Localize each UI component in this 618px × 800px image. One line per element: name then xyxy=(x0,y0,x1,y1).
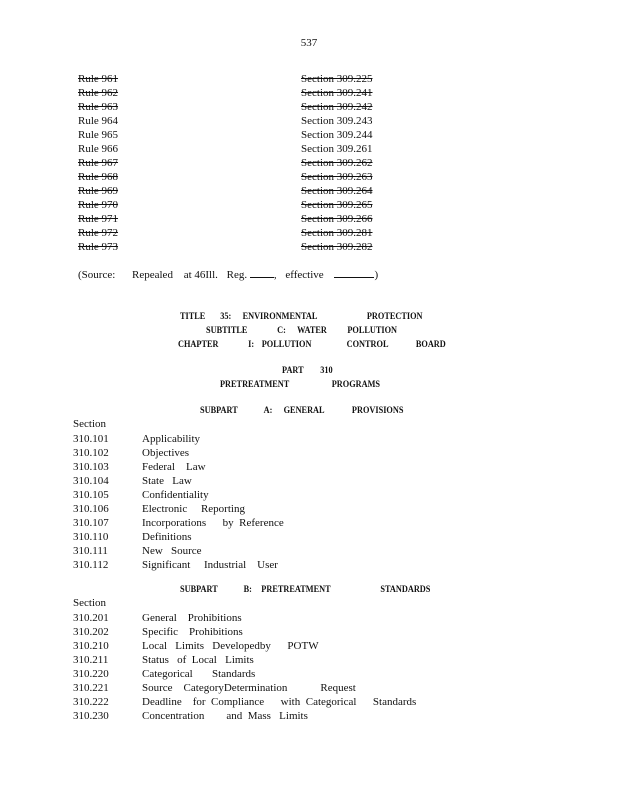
section-entry: Section 309.262 xyxy=(301,157,373,169)
section-entry: Section 309.266 xyxy=(301,213,373,225)
toc-section-number: 310.110 xyxy=(73,531,109,543)
subpart-b-word1: PRETREATMENT xyxy=(261,584,331,594)
source-repealed: Repealed xyxy=(132,269,173,281)
toc-section-number: 310.210 xyxy=(73,640,109,652)
source-citation: at 46Ill. xyxy=(183,269,218,281)
volume-blank xyxy=(250,267,274,278)
toc-section-title: Significant Industrial User xyxy=(142,559,278,571)
subpart-a-word2: PROVISIONS xyxy=(351,405,404,415)
toc-section-number: 310.222 xyxy=(73,696,109,708)
section-entry: Section 309.265 xyxy=(301,199,373,211)
toc-section-number: 310.230 xyxy=(73,710,109,722)
title-line xyxy=(180,311,423,321)
toc-section-title: Deadline for Compliance with Categorical Standards xyxy=(142,696,417,708)
subpart-b-word2: STANDARDS xyxy=(380,584,431,594)
rule-entry: Rule 962 xyxy=(78,87,119,99)
toc-section-number: 310.104 xyxy=(73,475,109,487)
section-entry: Section 309.281 xyxy=(301,227,373,239)
subtitle-line xyxy=(206,325,397,335)
toc-section-number: 310.112 xyxy=(73,559,109,571)
toc-section-title: New Source xyxy=(142,545,202,557)
section-entry: Section 309.244 xyxy=(301,129,373,141)
section-entry: Section 309.243 xyxy=(301,115,373,127)
toc-section-title: Categorical Standards xyxy=(142,668,256,680)
subpart-a-word1: GENERAL xyxy=(283,405,325,415)
section-entry: Section 309.241 xyxy=(301,87,373,99)
rule-entry: Rule 964 xyxy=(78,115,119,127)
subpart-a-label: SUBPART xyxy=(200,405,238,415)
chapter-word2: CONTROL xyxy=(346,339,389,349)
rule-entry: Rule 972 xyxy=(78,227,119,239)
part-word2: PROGRAMS xyxy=(331,379,381,389)
rule-list xyxy=(78,72,118,254)
toc-section-title: Federal Law xyxy=(142,461,206,473)
toc-section-title: Incorporations by Reference xyxy=(142,517,284,529)
toc-section-number: 310.102 xyxy=(73,447,109,459)
part-number: 310 xyxy=(320,365,333,375)
title-word1: ENVIRONMENTAL xyxy=(242,311,317,321)
title-word2: PROTECTION xyxy=(366,311,423,321)
section-entry: Section 309.242 xyxy=(301,101,373,113)
part-word1: PRETREATMENT xyxy=(220,379,290,389)
section-entry: Section 309.264 xyxy=(301,185,373,197)
toc-section-number: 310.107 xyxy=(73,517,109,529)
chapter-line xyxy=(178,339,446,349)
rule-entry: Rule 961 xyxy=(78,73,119,85)
title-num: 35: xyxy=(220,311,232,321)
rule-entry: Rule 968 xyxy=(78,171,119,183)
section-entry: Section 309.263 xyxy=(301,171,373,183)
source-close: ) xyxy=(374,269,379,281)
subpart-a-heading xyxy=(200,405,403,415)
subtitle-num: C: xyxy=(277,325,286,335)
section-entry: Section 309.282 xyxy=(301,241,373,253)
toc-section-number: 310.202 xyxy=(73,626,109,638)
rule-entry: Rule 970 xyxy=(78,199,119,211)
section-entry: Section 309.225 xyxy=(301,73,373,85)
toc-section-title: Status of Local Limits xyxy=(142,654,254,666)
subtitle-word2: POLLUTION xyxy=(347,325,398,335)
source-prefix: (Source: xyxy=(78,269,116,281)
toc-section-number: 310.103 xyxy=(73,461,109,473)
toc-section-title: Local Limits Developedby POTW xyxy=(142,640,319,652)
source-note xyxy=(78,267,378,281)
rule-entry: Rule 969 xyxy=(78,185,119,197)
rule-entry: Rule 967 xyxy=(78,157,119,169)
toc-section-number: 310.211 xyxy=(73,654,109,666)
section-list xyxy=(301,72,373,254)
source-comma: , xyxy=(273,269,277,281)
subpart-a-letter: A: xyxy=(263,405,273,415)
rule-entry: Rule 966 xyxy=(78,143,119,155)
toc-section-title: Electronic Reporting xyxy=(142,503,245,515)
chapter-num: I: xyxy=(248,339,255,349)
toc-section-number: 310.106 xyxy=(73,503,109,515)
toc-section-title: General Prohibitions xyxy=(142,612,242,624)
chapter-word1: POLLUTION xyxy=(261,339,312,349)
part-title-line xyxy=(220,379,380,389)
section-entry: Section 309.261 xyxy=(301,143,373,155)
toc-section-number: 310.111 xyxy=(73,545,108,557)
rule-entry: Rule 965 xyxy=(78,129,119,141)
source-reg: Reg. xyxy=(226,269,248,281)
rule-entry: Rule 963 xyxy=(78,101,119,113)
part-line xyxy=(282,365,333,375)
toc-section-number: 310.101 xyxy=(73,433,109,445)
toc-section-number: 310.220 xyxy=(73,668,109,680)
subpart-a-section-header: Section xyxy=(73,418,106,430)
toc-section-title: Source CategoryDetermination Request xyxy=(142,682,356,694)
rule-entry: Rule 973 xyxy=(78,241,119,253)
toc-section-number: 310.201 xyxy=(73,612,109,624)
subtitle-word1: WATER xyxy=(297,325,327,335)
toc-section-title: State Law xyxy=(142,475,192,487)
page-number: 537 xyxy=(300,37,318,49)
date-blank xyxy=(334,267,374,278)
title-label: TITLE xyxy=(180,311,206,321)
chapter-label: CHAPTER xyxy=(178,339,219,349)
toc-section-title: Definitions xyxy=(142,531,192,543)
part-label: PART xyxy=(282,365,304,375)
toc-section-title: Concentration and Mass Limits xyxy=(142,710,308,722)
toc-section-title: Specific Prohibitions xyxy=(142,626,243,638)
source-effective: effective xyxy=(285,269,324,281)
toc-section-title: Applicability xyxy=(142,433,201,445)
subpart-b-letter: B: xyxy=(243,584,252,594)
subpart-b-section-header: Section xyxy=(73,597,106,609)
subpart-b-heading xyxy=(180,584,430,594)
subtitle-label: SUBTITLE xyxy=(206,325,248,335)
toc-section-title: Confidentiality xyxy=(142,489,209,501)
toc-section-number: 310.105 xyxy=(73,489,109,501)
rule-entry: Rule 971 xyxy=(78,213,119,225)
chapter-word3: BOARD xyxy=(415,339,446,349)
toc-section-title: Objectives xyxy=(142,447,190,459)
subpart-b-label: SUBPART xyxy=(180,584,218,594)
toc-section-number: 310.221 xyxy=(73,682,109,694)
